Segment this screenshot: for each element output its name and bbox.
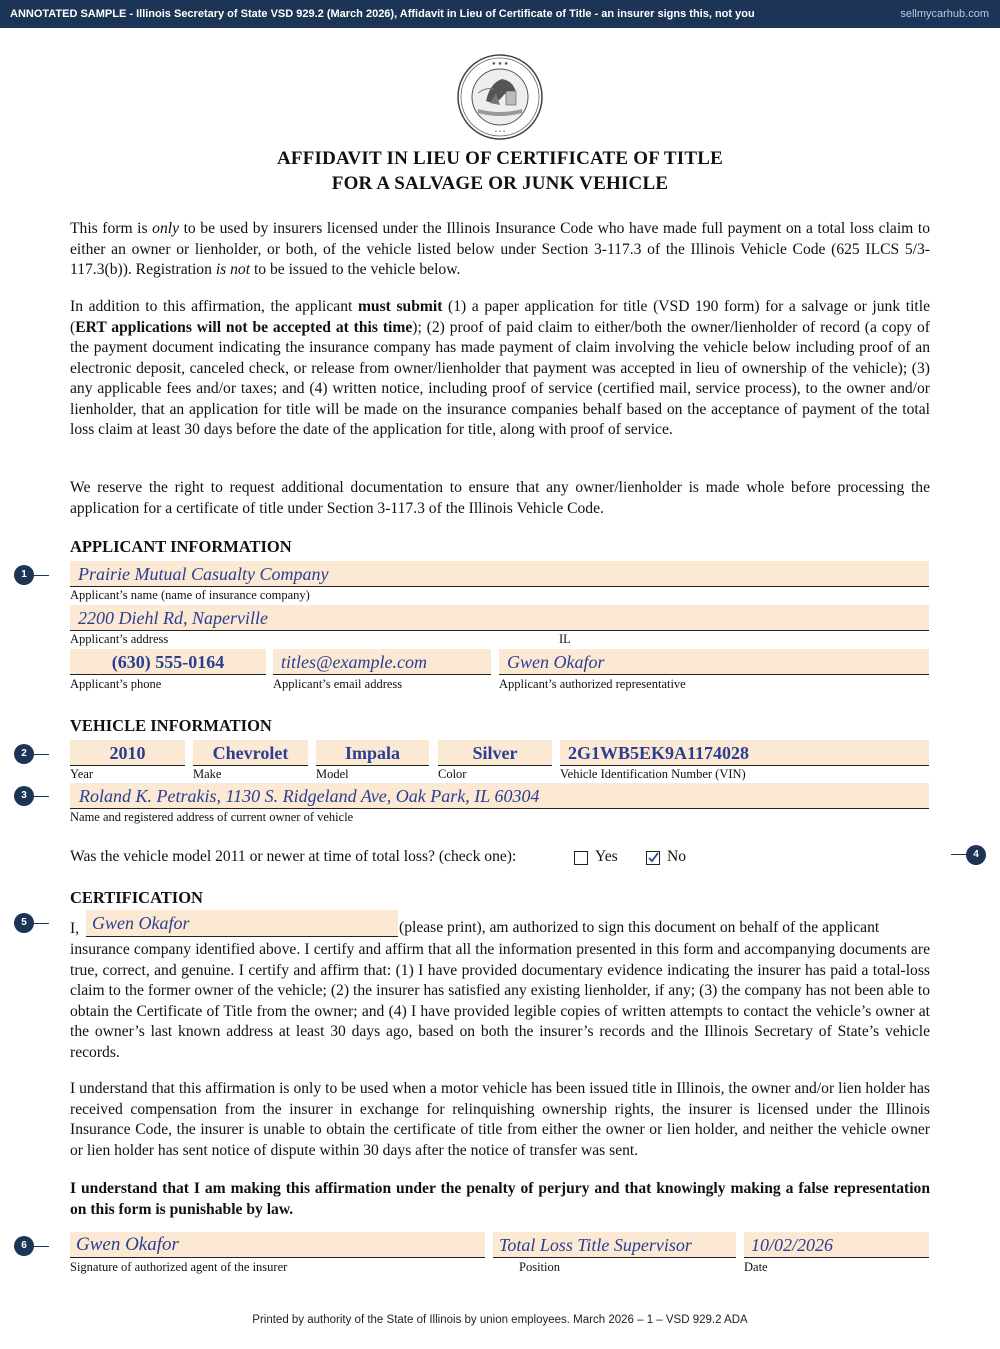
form-title-line-2: FOR A SALVAGE OR JUNK VEHICLE [331, 173, 669, 194]
applicant-name-value: Prairie Mutual Casualty Company [78, 564, 329, 584]
date-label: Date [744, 1260, 768, 1274]
vehicle-model-label: Model [316, 767, 349, 781]
svg-text:• • •: • • • [494, 130, 506, 135]
illinois-state-seal [456, 53, 544, 141]
signature-label: Signature of authorized agent of the insurer [70, 1260, 288, 1274]
vehicle-section-heading: VEHICLE INFORMATION [70, 716, 272, 735]
vehicle-make-label: Make [193, 767, 222, 781]
certification-paragraph-1: insurance company identified above. I certify and affirm that all the information presented in this form and accompanying documents are true, correct, and genuine. I certify and affirm that: (1) I have provided documentary evidence indicating the insurer has paid a total-loss claim to the former owner of the vehicle; (2) the insurer has satisfied any existing lienholder, if any; (3) the company has not been able to obtain the Certificate of Title from the owner; and (4) I have provided legible copies of written attempts to contact the vehicle’s owner at the owner’s last known address at least 30 days ago, based on both the insurer’s records and the Illinois Secretary of State’s vehicle records. [70, 941, 930, 1061]
marker-leader-line [34, 923, 49, 924]
print-authority-footer: Printed by authority of the State of Illinois by union employees. March 2026 – 1 – VSD 929.2 ADA [252, 1314, 748, 1326]
certification-section-heading: CERTIFICATION [70, 888, 203, 907]
marker-leader-line [34, 1246, 49, 1247]
checkbox-yes[interactable] [574, 851, 588, 865]
vehicle-year-label: Year [70, 767, 94, 781]
signature-field[interactable] [70, 1232, 485, 1258]
model-year-question: Was the vehicle model 2011 or newer at time of total loss? (check one): [70, 848, 517, 865]
certification-first-line-rest: (please print), am authorized to sign this document on behalf of the applicant [399, 919, 880, 936]
form-title-line-1: AFFIDAVIT IN LIEU OF CERTIFICATE OF TITLE [276, 148, 724, 169]
position-label: Position [519, 1260, 560, 1274]
vehicle-color-field[interactable] [438, 740, 552, 766]
vehicle-color-value: Silver [472, 743, 518, 763]
svg-text:★ ★ ★: ★ ★ ★ [491, 61, 509, 67]
marker-leader-line [34, 754, 49, 755]
perjury-statement: I understand that I am making this affirmation under the penalty of perjury and that knowingly making a false representation on this form is punishable by law. [70, 1180, 930, 1218]
vehicle-color-label: Color [438, 767, 467, 781]
banner-site-link[interactable]: sellmycarhub.com [900, 8, 989, 20]
vehicle-make-value: Chevrolet [212, 743, 289, 763]
printed-name-field[interactable] [86, 910, 398, 937]
annotation-banner [0, 0, 1000, 28]
vehicle-owner-field[interactable] [70, 783, 929, 809]
annotation-marker-5: 5 [14, 913, 34, 933]
vehicle-vin-value: 2G1WB5EK9A1174028 [568, 743, 750, 763]
printed-name-value: Gwen Okafor [92, 913, 190, 933]
applicant-address-label: Applicant’s address [70, 632, 169, 646]
certification-first-line: I, [70, 920, 80, 937]
applicant-email-field[interactable] [273, 649, 491, 675]
applicant-phone-value: (630) 555-0164 [111, 652, 225, 672]
check-mark-icon [647, 852, 659, 864]
vehicle-make-field[interactable] [193, 740, 308, 766]
checkbox-yes-label: Yes [595, 848, 618, 865]
intro-paragraph-2: In addition to this affirmation, the applicant must submit (1) a paper application for title (VSD 190 form) for a salvage or junk title (ERT applications will not be accepted at this time); (2) proof of paid claim to either/both the owner/lienholder of record (a copy of the payment document indicating the insurance company has made payment of claim involving the vehicle below including proof of an electronic deposit, canceled check, or release from owner/lienholder that payment was accepted in lieu of ownership of the vehicle); (3) any applicable fees and/or taxes; and (4) written notice, including proof of service (certified mail, service process), to the owner and/or lienholder, that an application for title will be made on the insurance companies behalf based on the acceptance of payment of the total loss claim at least 30 days before the date of the application for title, along with proof of service. [70, 298, 930, 438]
applicant-address-value: 2200 Diehl Rd, Naperville [78, 608, 268, 628]
signature-value: Gwen Okafor [76, 1234, 179, 1255]
vehicle-owner-label: Name and registered address of current owner of vehicle [70, 810, 354, 824]
vehicle-owner-value: Roland K. Petrakis, 1130 S. Ridgeland Ave, Oak Park, IL 60304 [79, 786, 540, 806]
vehicle-model-field[interactable] [316, 740, 429, 766]
applicant-phone-label: Applicant’s phone [70, 677, 162, 691]
marker-leader-line [951, 854, 966, 855]
banner-title: ANNOTATED SAMPLE - Illinois Secretary of State VSD 929.2 (March 2026), Affidavit in Lieu of Certificate of Title - an insurer signs this, not you [10, 8, 755, 20]
marker-leader-line [34, 575, 49, 576]
position-field[interactable] [493, 1232, 736, 1258]
applicant-address-field[interactable] [70, 605, 929, 631]
certification-paragraph-2: I understand that this affirmation is only to be used when a motor vehicle has been issued title in Illinois, the owner and/or lien holder has received compensation from the insurer in exchange for relinquishing ownership rights, the insurer is licensed under the Illinois Insurance Code, the insurer is unable to obtain the certificate of title from either the owner or lien holder, and neither the vehicle owner or lien holder has sent notice of dispute within 30 days after the notice of transfer was sent. [70, 1080, 930, 1159]
applicant-name-field[interactable] [70, 561, 929, 587]
intro-paragraph-1: This form is only to be used by insurers licensed under the Illinois Insurance Code who have made full payment on a total loss claim to either an owner or lienholder, or both, of the vehicle listed below under Section 3-117.3 of the Illinois Vehicle Code (625 ILCS 5/3-117.3(b)). Registration is not to be issued to the vehicle below. [70, 220, 930, 278]
annotation-marker-1: 1 [14, 565, 34, 585]
applicant-representative-label: Applicant’s authorized representative [499, 677, 686, 691]
vehicle-vin-label: Vehicle Identification Number (VIN) [560, 767, 746, 781]
applicant-email-value: titles@example.com [281, 652, 428, 672]
annotation-marker-3: 3 [14, 786, 34, 806]
vehicle-year-value: 2010 [109, 743, 146, 763]
applicant-state-value: IL [559, 632, 571, 646]
checkbox-no[interactable] [646, 851, 660, 865]
intro-paragraph-3: We reserve the right to request additional documentation to ensure that any owner/lienholder is made whole before processing the application for a certificate of title under Section 3-117.3 of the Illinois Vehicle Code. [70, 479, 930, 517]
annotation-marker-6: 6 [14, 1236, 34, 1256]
applicant-representative-value: Gwen Okafor [507, 652, 605, 672]
marker-leader-line [34, 796, 49, 797]
position-value: Total Loss Title Supervisor [499, 1235, 692, 1255]
date-value: 10/02/2026 [751, 1235, 834, 1255]
date-field[interactable] [744, 1232, 929, 1258]
annotation-marker-4: 4 [966, 845, 986, 865]
vehicle-model-value: Impala [344, 743, 400, 763]
checkbox-no-label: No [667, 848, 687, 865]
applicant-representative-field[interactable] [499, 649, 929, 675]
applicant-section-heading: APPLICANT INFORMATION [70, 537, 292, 556]
vehicle-year-field[interactable] [70, 740, 185, 766]
applicant-email-label: Applicant’s email address [273, 677, 403, 691]
vehicle-vin-field[interactable] [560, 740, 929, 766]
applicant-name-label: Applicant’s name (name of insurance company) [70, 588, 310, 602]
applicant-phone-field[interactable] [70, 649, 266, 675]
annotation-marker-2: 2 [14, 744, 34, 764]
